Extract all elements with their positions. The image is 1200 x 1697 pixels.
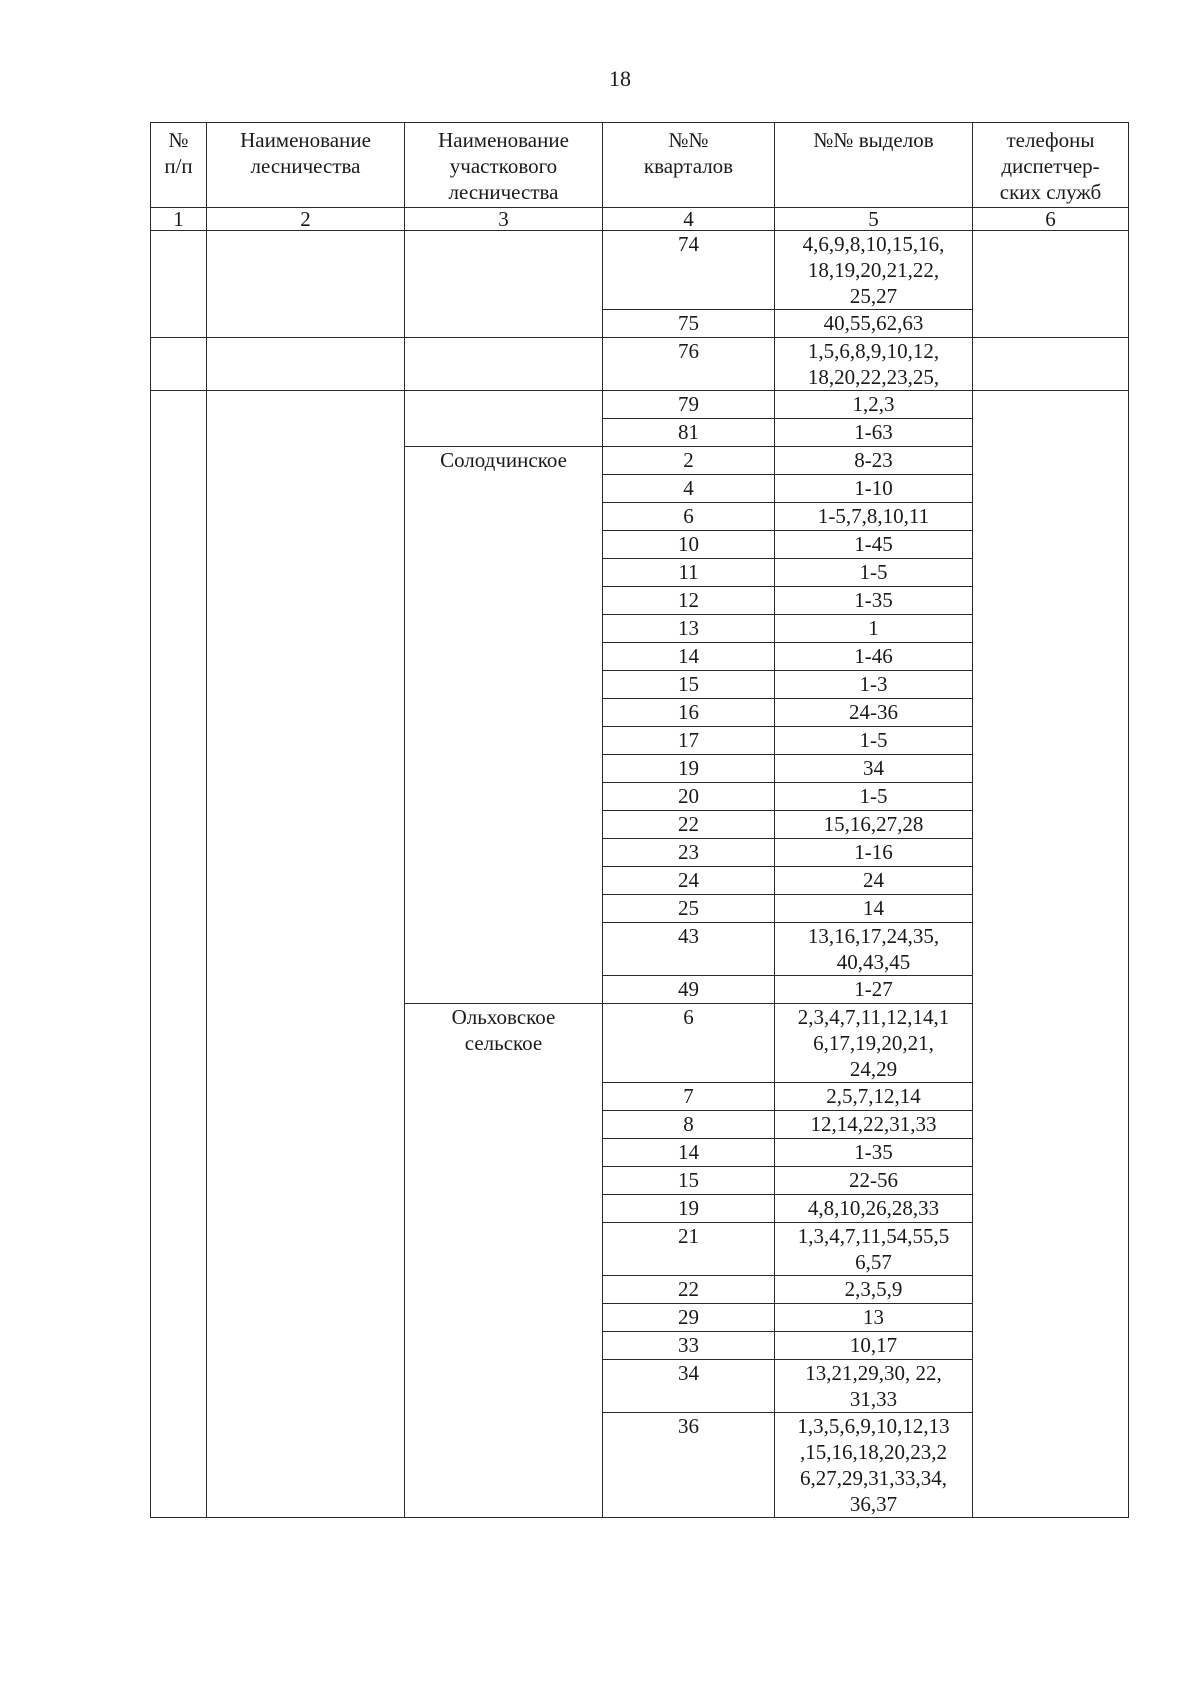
videl-cell: 13,21,29,30, 22, 31,33	[775, 1360, 973, 1413]
header-kvartal-numbers: №№ кварталов	[603, 123, 775, 208]
header-dispatch-phones: телефоны диспетчер- ских служб	[973, 123, 1129, 208]
column-number-6: 6	[973, 208, 1129, 231]
table-row	[151, 391, 1129, 419]
kvartal-cell: 6	[603, 1004, 775, 1083]
kvartal-cell: 76	[603, 338, 775, 391]
videl-cell: 1,3,5,6,9,10,12,13 ,15,16,18,20,23,2 6,27,29,31,33,34, 36,37	[775, 1413, 973, 1518]
forestry-table	[150, 122, 1129, 1518]
videl-cell: 34	[775, 755, 973, 783]
videl-cell: 14	[775, 895, 973, 923]
videl-cell: 1-10	[775, 475, 973, 503]
district-name-olkhovskoe: Ольховское сельское	[405, 1004, 603, 1518]
kvartal-cell: 15	[603, 671, 775, 699]
videl-cell: 4,6,9,8,10,15,16, 18,19,20,21,22, 25,27	[775, 231, 973, 310]
kvartal-cell: 7	[603, 1083, 775, 1111]
videl-cell: 1	[775, 615, 973, 643]
district-cell	[405, 231, 603, 338]
videl-cell: 1-27	[775, 976, 973, 1004]
videl-cell: 15,16,27,28	[775, 811, 973, 839]
kvartal-cell: 17	[603, 727, 775, 755]
kvartal-cell: 16	[603, 699, 775, 727]
number-cell	[151, 231, 207, 338]
videl-cell: 1-5	[775, 559, 973, 587]
videl-cell: 1-46	[775, 643, 973, 671]
number-cell	[151, 391, 207, 1518]
column-number-4: 4	[603, 208, 775, 231]
kvartal-cell: 14	[603, 643, 775, 671]
kvartal-cell: 13	[603, 615, 775, 643]
videl-cell: 1-3	[775, 671, 973, 699]
kvartal-cell: 19	[603, 1195, 775, 1223]
kvartal-cell: 8	[603, 1111, 775, 1139]
kvartal-cell: 19	[603, 755, 775, 783]
kvartal-cell: 29	[603, 1304, 775, 1332]
district-cell	[405, 338, 603, 391]
videl-cell: 13	[775, 1304, 973, 1332]
videl-cell: 2,3,4,7,11,12,14,1 6,17,19,20,21, 24,29	[775, 1004, 973, 1083]
column-number-1: 1	[151, 208, 207, 231]
videl-cell: 1-5,7,8,10,11	[775, 503, 973, 531]
forestry-cell	[207, 391, 405, 1518]
kvartal-cell: 43	[603, 923, 775, 976]
header-number: № п/п	[151, 123, 207, 208]
header-videl-numbers: №№ выделов	[775, 123, 973, 208]
videl-cell: 1,5,6,8,9,10,12, 18,20,22,23,25,	[775, 338, 973, 391]
header-forestry-name: Наименование лесничества	[207, 123, 405, 208]
page-number: 18	[609, 66, 631, 91]
videl-cell: 1-35	[775, 1139, 973, 1167]
kvartal-cell: 4	[603, 475, 775, 503]
kvartal-cell: 6	[603, 503, 775, 531]
videl-cell: 2,5,7,12,14	[775, 1083, 973, 1111]
videl-cell: 1-45	[775, 531, 973, 559]
videl-cell: 22-56	[775, 1167, 973, 1195]
column-number-2: 2	[207, 208, 405, 231]
videl-cell: 10,17	[775, 1332, 973, 1360]
kvartal-cell: 21	[603, 1223, 775, 1276]
table-body	[151, 231, 1129, 1518]
videl-cell: 1,3,4,7,11,54,55,5 6,57	[775, 1223, 973, 1276]
kvartal-cell: 20	[603, 783, 775, 811]
videl-cell: 4,8,10,26,28,33	[775, 1195, 973, 1223]
column-number-3: 3	[405, 208, 603, 231]
kvartal-cell: 79	[603, 391, 775, 419]
kvartal-cell: 49	[603, 976, 775, 1004]
videl-cell: 24-36	[775, 699, 973, 727]
district-cell	[405, 391, 603, 447]
forestry-cell	[207, 231, 405, 338]
district-name-solodchinskoe: Солодчинское	[405, 447, 603, 1004]
kvartal-cell: 23	[603, 839, 775, 867]
phone-cell	[973, 231, 1129, 338]
kvartal-cell: 12	[603, 587, 775, 615]
videl-cell: 1-63	[775, 419, 973, 447]
kvartal-cell: 25	[603, 895, 775, 923]
videl-cell: 40,55,62,63	[775, 310, 973, 338]
videl-cell: 13,16,17,24,35, 40,43,45	[775, 923, 973, 976]
kvartal-cell: 15	[603, 1167, 775, 1195]
phone-cell	[973, 338, 1129, 391]
kvartal-cell: 33	[603, 1332, 775, 1360]
table-row	[151, 231, 1129, 310]
kvartal-cell: 24	[603, 867, 775, 895]
kvartal-cell: 22	[603, 811, 775, 839]
kvartal-cell: 2	[603, 447, 775, 475]
kvartal-cell: 10	[603, 531, 775, 559]
kvartal-cell: 34	[603, 1360, 775, 1413]
videl-cell: 2,3,5,9	[775, 1276, 973, 1304]
videl-cell: 1-16	[775, 839, 973, 867]
header-district-forestry-name: Наименование участкового лесничества	[405, 123, 603, 208]
phone-cell	[973, 391, 1129, 1518]
kvartal-cell: 14	[603, 1139, 775, 1167]
column-number-5: 5	[775, 208, 973, 231]
kvartal-cell: 22	[603, 1276, 775, 1304]
videl-cell: 24	[775, 867, 973, 895]
kvartal-cell: 75	[603, 310, 775, 338]
videl-cell: 1-5	[775, 727, 973, 755]
number-cell	[151, 338, 207, 391]
videl-cell: 1,2,3	[775, 391, 973, 419]
videl-cell: 12,14,22,31,33	[775, 1111, 973, 1139]
kvartal-cell: 74	[603, 231, 775, 310]
kvartal-cell: 11	[603, 559, 775, 587]
forestry-cell	[207, 338, 405, 391]
videl-cell: 1-35	[775, 587, 973, 615]
videl-cell: 1-5	[775, 783, 973, 811]
kvartal-cell: 81	[603, 419, 775, 447]
table-row	[151, 338, 1129, 391]
kvartal-cell: 36	[603, 1413, 775, 1518]
videl-cell: 8-23	[775, 447, 973, 475]
